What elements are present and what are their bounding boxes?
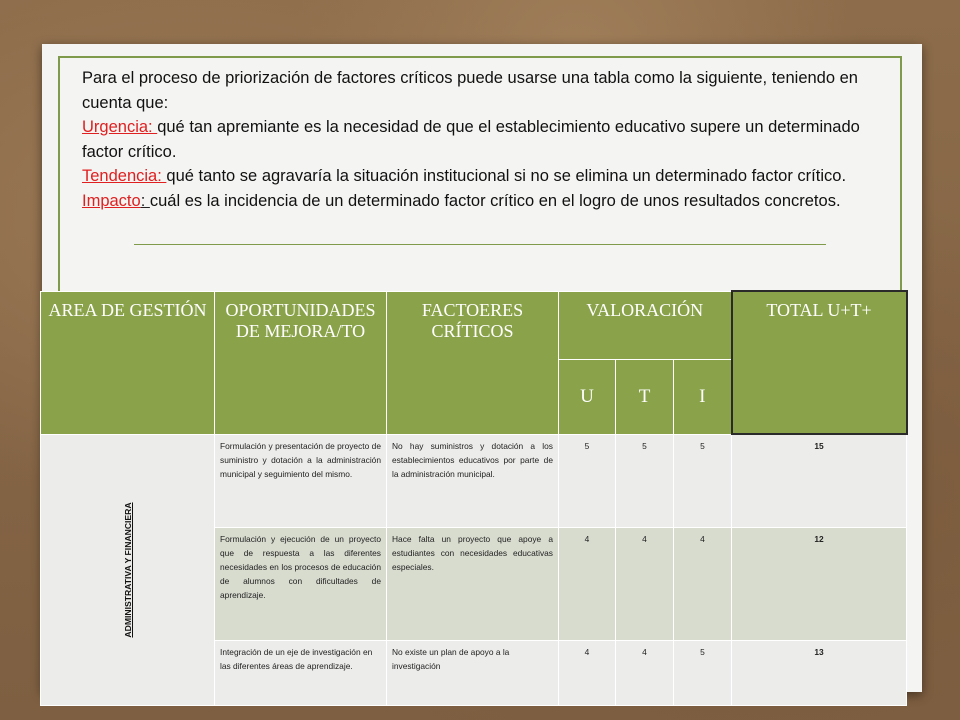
total-cell: 13 bbox=[732, 641, 907, 706]
total-cell: 12 bbox=[732, 528, 907, 641]
table-row bbox=[41, 434, 907, 528]
i-cell: 5 bbox=[674, 434, 732, 528]
intro-text bbox=[82, 66, 882, 214]
i-cell: 4 bbox=[674, 528, 732, 641]
factor-cell: No existe un plan de apoyo a la investigación bbox=[387, 641, 559, 706]
factor-cell: No hay suministros y dotación a los establecimientos educativos por parte de la administración municipal. bbox=[387, 434, 559, 528]
urgencia-term: Urgencia: bbox=[82, 118, 158, 137]
u-cell: 4 bbox=[559, 641, 616, 706]
header-total: TOTAL U+T+ bbox=[732, 291, 907, 434]
header-u: U bbox=[559, 359, 616, 434]
u-cell: 4 bbox=[559, 528, 616, 641]
t-cell: 4 bbox=[616, 641, 674, 706]
header-t: T bbox=[616, 359, 674, 434]
urgencia-definition bbox=[82, 115, 882, 164]
factor-cell: Hace falta un proyecto que apoye a estudiantes con necesidades educativas especiales. bbox=[387, 528, 559, 641]
tendencia-term: Tendencia: bbox=[82, 167, 167, 186]
urgencia-text: qué tan apremiante es la necesidad de que el establecimiento educativo supere un determinado factor crítico. bbox=[82, 118, 860, 161]
header-factores: FACTOERES CRÍTICOS bbox=[387, 291, 559, 434]
header-area: AREA DE GESTIÓN bbox=[41, 291, 215, 434]
oportunidad-cell: Formulación y ejecución de un proyecto que de respuesta a las diferentes necesidades en los procesos de educación de alumnos con dificultades de aprendizaje. bbox=[215, 528, 387, 641]
priorization-table bbox=[40, 290, 908, 706]
u-cell: 5 bbox=[559, 434, 616, 528]
impacto-text: cuál es la incidencia de un determinado factor crítico en el logro de unos resultados concretos. bbox=[149, 191, 841, 210]
impacto-term: Impacto bbox=[82, 191, 141, 210]
divider-line bbox=[134, 244, 826, 245]
header-i: I bbox=[674, 359, 732, 434]
oportunidad-cell: Integración de un eje de investigación en las diferentes áreas de aprendizaje. bbox=[215, 641, 387, 706]
intro-line: Para el proceso de priorización de factores críticos puede usarse una tabla como la siguiente, teniendo en cuenta que: bbox=[82, 69, 858, 112]
header-oportunidades: OPORTUNIDADES DE MEJORA/TO bbox=[215, 291, 387, 434]
impacto-colon: : bbox=[140, 191, 150, 210]
tendencia-text: qué tanto se agravaría la situación institucional si no se elimina un determinado factor crítico. bbox=[166, 167, 847, 186]
area-label: ADMINISTRATIVA Y FINANCIERA bbox=[122, 502, 133, 638]
total-cell: 15 bbox=[732, 434, 907, 528]
header-valoracion: VALORACIÓN bbox=[559, 291, 732, 359]
area-cell bbox=[41, 434, 215, 706]
tendencia-definition bbox=[82, 164, 882, 189]
i-cell: 5 bbox=[674, 641, 732, 706]
t-cell: 5 bbox=[616, 434, 674, 528]
oportunidad-cell: Formulación y presentación de proyecto de suministro y dotación a la administración municipal y seguimiento del mismo. bbox=[215, 434, 387, 528]
t-cell: 4 bbox=[616, 528, 674, 641]
impacto-definition bbox=[82, 189, 882, 214]
